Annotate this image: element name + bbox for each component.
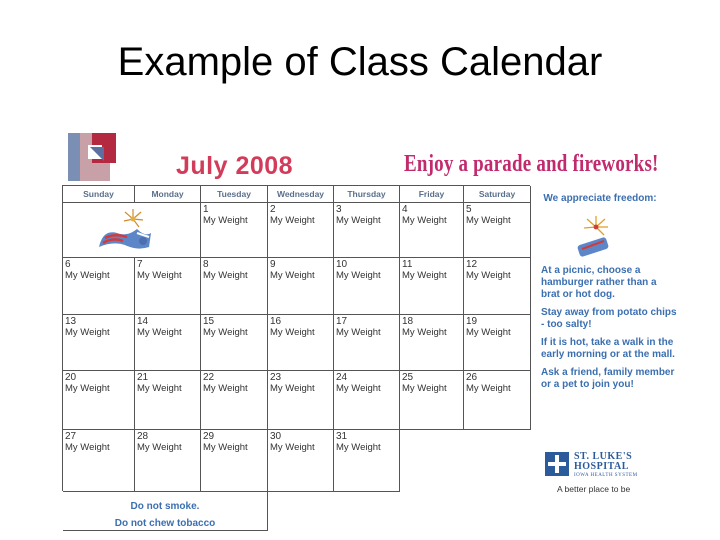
date-number: 18 (402, 316, 414, 327)
date-number: 20 (65, 372, 77, 383)
day-entry: My Weight (336, 270, 381, 281)
calendar-day (201, 315, 268, 371)
no-chew-text: Do not chew tobacco (114, 518, 216, 529)
date-number: 17 (336, 316, 348, 327)
weekday-header: Sunday (63, 186, 135, 203)
quilt-logo-icon (66, 131, 158, 183)
date-number: 9 (270, 259, 276, 270)
day-entry: My Weight (65, 383, 110, 394)
day-entry: My Weight (270, 442, 315, 453)
date-number: 22 (203, 372, 215, 383)
tip-text: If it is hot, take a walk in the early morning or at the mall. (541, 337, 675, 360)
no-tobacco-note (63, 492, 268, 531)
calendar-day (268, 371, 334, 430)
calendar-day (135, 315, 201, 371)
calendar-day (63, 315, 135, 371)
weekday-header: Tuesday (201, 186, 268, 203)
day-entry: My Weight (466, 270, 511, 281)
calendar-day (63, 258, 135, 315)
date-number: 24 (336, 372, 348, 383)
day-entry: My Weight (203, 270, 248, 281)
hospital-affiliation: IOWA HEALTH SYSTEM (574, 473, 638, 478)
date-number: 13 (65, 316, 77, 327)
event-banner: Enjoy a parade and fireworks! (404, 151, 659, 178)
day-entry: My Weight (65, 270, 110, 281)
calendar-day (464, 371, 531, 430)
calendar-grid (62, 185, 530, 529)
calendar-day (334, 430, 400, 492)
date-number: 14 (137, 316, 149, 327)
calendar-day (268, 430, 334, 492)
day-entry: My Weight (270, 215, 315, 226)
day-entry: My Weight (466, 383, 511, 394)
empty-day-cell (63, 203, 201, 258)
day-entry: My Weight (402, 270, 447, 281)
date-number: 4 (402, 204, 408, 215)
day-entry: My Weight (270, 270, 315, 281)
day-entry: My Weight (203, 215, 248, 226)
day-entry: My Weight (466, 327, 511, 338)
date-number: 12 (466, 259, 478, 270)
tip-text: Ask a friend, family member or a pet to join you! (541, 367, 675, 390)
calendar-day (201, 258, 268, 315)
hospital-cross-icon (545, 452, 569, 476)
no-smoke-text: Do not smoke. (130, 501, 200, 512)
date-number: 6 (65, 259, 71, 270)
date-number: 19 (466, 316, 478, 327)
small-firework-icon (570, 213, 618, 257)
calendar-day (135, 258, 201, 315)
date-number: 11 (402, 259, 413, 270)
calendar-day (334, 371, 400, 430)
calendar-day (400, 371, 464, 430)
calendar-day (201, 430, 268, 492)
date-number: 30 (270, 431, 282, 442)
flag-fireworks-icon (93, 207, 157, 255)
date-number: 23 (270, 372, 282, 383)
calendar-day (400, 203, 464, 258)
day-entry: My Weight (466, 215, 511, 226)
calendar-day (400, 315, 464, 371)
date-number: 7 (137, 259, 143, 270)
day-entry: My Weight (402, 383, 447, 394)
day-entry: My Weight (336, 442, 381, 453)
date-number: 26 (466, 372, 478, 383)
calendar-day (268, 315, 334, 371)
day-entry: My Weight (137, 327, 182, 338)
calendar-day (334, 203, 400, 258)
date-number: 31 (336, 431, 348, 442)
day-entry: My Weight (336, 383, 381, 394)
date-number: 10 (336, 259, 348, 270)
tip-text: Stay away from potato chips - too salty! (541, 307, 677, 330)
date-number: 2 (270, 204, 276, 215)
calendar-day (334, 315, 400, 371)
calendar-day (135, 430, 201, 492)
day-entry: My Weight (137, 270, 182, 281)
date-number: 5 (466, 204, 472, 215)
day-entry: My Weight (137, 383, 182, 394)
slide-title: Example of Class Calendar (117, 40, 603, 84)
tip-text: At a picnic, choose a hamburger rather than a brat or hot dog. (541, 265, 657, 300)
date-number: 21 (137, 372, 149, 383)
day-entry: My Weight (203, 383, 248, 394)
date-number: 25 (402, 372, 414, 383)
weekday-header: Wednesday (268, 186, 334, 203)
day-entry: My Weight (137, 442, 182, 453)
month-title: July 2008 (176, 152, 294, 180)
day-entry: My Weight (270, 327, 315, 338)
date-number: 27 (65, 431, 77, 442)
hospital-tagline: A better place to be (557, 484, 631, 494)
day-entry: My Weight (270, 383, 315, 394)
calendar-day (201, 203, 268, 258)
calendar-day (464, 315, 531, 371)
calendar-day (63, 430, 135, 492)
day-entry: My Weight (65, 442, 110, 453)
hospital-name-line2: HOSPITAL (574, 461, 629, 472)
calendar-day (201, 371, 268, 430)
calendar-day (464, 258, 531, 315)
hospital-name (574, 452, 632, 472)
sidebar-heading: We appreciate freedom: (543, 193, 657, 204)
day-entry: My Weight (336, 327, 381, 338)
date-number: 16 (270, 316, 282, 327)
date-number: 1 (203, 204, 209, 215)
hospital-logo (545, 452, 675, 500)
weekday-header: Saturday (464, 186, 531, 203)
calendar-day (334, 258, 400, 315)
date-number: 28 (137, 431, 149, 442)
date-number: 3 (336, 204, 342, 215)
day-entry: My Weight (203, 327, 248, 338)
weekday-header: Friday (400, 186, 464, 203)
date-number: 8 (203, 259, 209, 270)
calendar-day (135, 371, 201, 430)
weekday-header: Thursday (334, 186, 400, 203)
day-entry: My Weight (203, 442, 248, 453)
calendar-day (63, 371, 135, 430)
calendar-day (464, 203, 531, 258)
calendar-day (400, 258, 464, 315)
tips-sidebar (534, 193, 678, 391)
day-entry: My Weight (336, 215, 381, 226)
date-number: 29 (203, 431, 215, 442)
calendar-day (268, 258, 334, 315)
day-entry: My Weight (65, 327, 110, 338)
day-entry: My Weight (402, 215, 447, 226)
weekday-header: Monday (135, 186, 201, 203)
hospital-name-line1: ST. LUKE'S (574, 451, 633, 462)
calendar-day (268, 203, 334, 258)
day-entry: My Weight (402, 327, 447, 338)
date-number: 15 (203, 316, 215, 327)
